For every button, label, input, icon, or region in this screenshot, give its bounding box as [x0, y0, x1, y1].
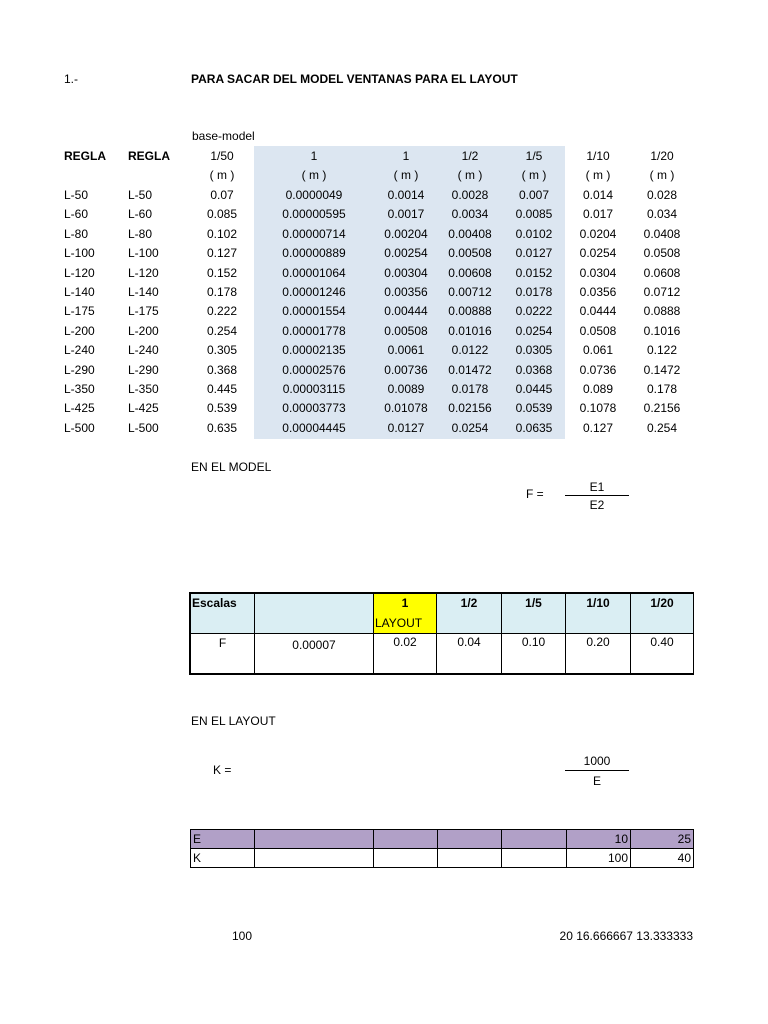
ruler-value-cell: 0.00000714 — [282, 226, 346, 241]
ruler-value-cell: 0.368 — [206, 362, 238, 377]
k-row-cell — [373, 848, 438, 868]
ruler-value-cell: 0.254 — [646, 420, 678, 435]
escalas-f-value-cell — [630, 633, 694, 674]
scale-header: 1/20 — [650, 149, 674, 163]
ruler-value-cell: 0.0028 — [451, 188, 489, 202]
ruler-value-cell: 0.00444 — [384, 304, 428, 319]
ruler-value-cell: 0.0736 — [579, 362, 617, 377]
ruler-value-cell: 0.00712 — [448, 285, 492, 299]
ruler-value-cell: 0.305 — [206, 343, 238, 358]
ruler-value-cell: 0.01016 — [448, 323, 492, 338]
scale-header: 1/10 — [586, 149, 610, 163]
ruler-value-cell: 0.089 — [582, 382, 614, 396]
model-section-label: EN EL MODEL — [191, 460, 272, 474]
ruler-value-cell: 0.0222 — [515, 304, 553, 319]
ruler-label-cell: L-50 — [64, 188, 89, 202]
escalas-f-value: 0.20 — [586, 635, 610, 649]
ruler-value-cell: 0.0000049 — [285, 188, 343, 202]
formula-k-divider — [565, 770, 629, 771]
ruler-value-cell: 0.007 — [518, 188, 550, 202]
escalas-f-value-cell — [565, 633, 631, 674]
ruler-value-cell: 0.0368 — [515, 362, 553, 377]
unit-header: ( m ) — [521, 168, 547, 182]
layout-section-label: EN EL LAYOUT — [191, 714, 276, 728]
ruler-value-cell: 0.0356 — [579, 285, 617, 299]
ruler-value-cell: 0.07 — [210, 188, 234, 202]
k-row-cell — [501, 848, 567, 868]
ruler-value-cell: 0.02156 — [448, 401, 492, 416]
ruler-value-cell: 0.00888 — [448, 304, 492, 319]
ruler-value-cell: 0.0085 — [515, 207, 553, 222]
ruler-value-cell: 0.00736 — [384, 362, 428, 377]
escalas-header-cell — [190, 593, 255, 634]
ruler-value-cell: 0.0014 — [387, 188, 425, 202]
ruler-label-cell: L-80 — [64, 226, 89, 241]
k-row-cell: 40 — [630, 848, 694, 868]
ruler-value-cell: 0.0254 — [579, 246, 617, 261]
unit-header: ( m ) — [649, 168, 675, 182]
ruler-value-cell: 0.222 — [206, 304, 238, 319]
base-model-label: base-model — [192, 129, 255, 143]
ruler-value-cell: 0.00608 — [448, 265, 492, 280]
ruler-value-cell: 0.0445 — [515, 382, 553, 396]
ruler-value-cell: 0.0178 — [515, 285, 553, 299]
e-row-cell — [437, 829, 502, 849]
ruler-value-cell: 0.0888 — [643, 304, 681, 319]
escalas-scale-header — [630, 593, 694, 634]
escalas-f-label-cell — [190, 633, 255, 674]
ruler-value-cell: 0.0089 — [387, 382, 425, 396]
ruler-label-cell: L-240 — [128, 343, 159, 358]
escalas-f-value: 0.00007 — [292, 638, 336, 652]
escalas-f-value: 0.02 — [393, 635, 417, 649]
ruler-label-cell: L-100 — [64, 246, 95, 261]
ruler-label-cell: L-425 — [128, 401, 159, 416]
footer-left-value: 100 — [232, 929, 253, 943]
ruler-value-cell: 0.0061 — [387, 343, 425, 358]
ruler-label-cell: L-80 — [128, 226, 153, 241]
k-row-cell — [254, 848, 374, 868]
ruler-value-cell: 0.102 — [206, 226, 238, 241]
ruler-label-cell: L-60 — [128, 207, 153, 222]
ruler-label-cell: L-500 — [128, 420, 159, 435]
ruler-label-cell: L-140 — [128, 285, 159, 299]
ruler-label-cell: L-290 — [64, 362, 95, 377]
ruler-value-cell: 0.061 — [582, 343, 614, 358]
escalas-f-value: 0.04 — [457, 635, 481, 649]
ruler-value-cell: 0.0127 — [387, 420, 425, 435]
scale-header: 1/2 — [461, 149, 479, 163]
ruler-value-cell: 0.00003115 — [282, 382, 346, 396]
ruler-value-cell: 0.0254 — [515, 323, 553, 338]
ruler-value-cell: 0.127 — [582, 420, 614, 435]
ruler-value-cell: 0.0508 — [643, 246, 681, 261]
ruler-value-cell: 0.0017 — [387, 207, 425, 222]
ruler-value-cell: 0.00304 — [384, 265, 428, 280]
ruler-value-cell: 0.0127 — [515, 246, 553, 261]
ruler-value-cell: 0.127 — [206, 246, 238, 261]
ruler-label-cell: L-100 — [128, 246, 159, 261]
ruler-value-cell: 0.01472 — [448, 362, 492, 377]
ruler-label-cell: L-350 — [128, 382, 159, 396]
ruler-value-cell: 0.539 — [206, 401, 238, 416]
ruler-value-cell: 0.00508 — [448, 246, 492, 261]
ruler-label-cell: L-120 — [128, 265, 159, 280]
regla-header: REGLA — [128, 149, 170, 163]
ruler-label-cell: L-200 — [128, 323, 159, 338]
escalas-scale-label: 1/2 — [460, 596, 478, 610]
e-row-cell: 25 — [630, 829, 694, 849]
ruler-value-cell: 0.00001064 — [282, 265, 346, 280]
ruler-value-cell: 0.00002135 — [282, 343, 346, 358]
ruler-value-cell: 0.0508 — [579, 323, 617, 338]
ruler-value-cell: 0.122 — [646, 343, 678, 358]
ruler-value-cell: 0.0608 — [643, 265, 681, 280]
scale-header: 1/50 — [210, 149, 234, 163]
ruler-value-cell: 0.00000595 — [282, 207, 346, 222]
ruler-value-cell: 0.1472 — [643, 362, 681, 377]
escalas-f-value-cell — [373, 633, 437, 674]
ruler-label-cell: L-350 — [64, 382, 95, 396]
escalas-header-label: Escalas — [192, 596, 237, 610]
ruler-label-cell: L-50 — [128, 188, 153, 202]
ruler-value-cell: 0.00003773 — [282, 401, 346, 416]
section-number: 1.- — [64, 72, 79, 86]
scale-header: 1 — [402, 149, 410, 163]
ruler-value-cell: 0.00254 — [384, 246, 428, 261]
ruler-label-cell: L-425 — [64, 401, 95, 416]
escalas-scale-header — [565, 593, 631, 634]
formula-k-lhs: K = — [213, 763, 232, 777]
escalas-f-value-cell — [501, 633, 566, 674]
unit-header: ( m ) — [393, 168, 419, 182]
escalas-scale-label: 1/10 — [586, 596, 610, 610]
ruler-value-cell: 0.0204 — [579, 226, 617, 241]
ruler-value-cell: 0.085 — [206, 207, 238, 222]
e-row-cell — [501, 829, 567, 849]
layout-label: LAYOUT — [375, 616, 423, 630]
ruler-value-cell: 0.1016 — [643, 323, 681, 338]
ruler-label-cell: L-240 — [64, 343, 95, 358]
k-row-cell: 100 — [566, 848, 631, 868]
k-row-cell — [437, 848, 502, 868]
ruler-value-cell: 0.0305 — [515, 343, 553, 358]
ruler-value-cell: 0.0254 — [451, 420, 489, 435]
escalas-header-empty — [254, 593, 374, 634]
escalas-f-value-cell — [254, 633, 374, 674]
unit-header: ( m ) — [209, 168, 235, 182]
ruler-value-cell: 0.00001554 — [282, 304, 346, 319]
escalas-f-label: F — [218, 636, 227, 650]
formula-f-divider — [565, 495, 629, 496]
e-row-cell — [373, 829, 438, 849]
ruler-value-cell: 0.034 — [646, 207, 678, 222]
escalas-scale-label: 1/5 — [525, 596, 542, 610]
ruler-value-cell: 0.178 — [646, 382, 678, 396]
e-row-cell: 10 — [566, 829, 631, 849]
ruler-value-cell: 0.014 — [582, 188, 614, 202]
escalas-f-value-cell — [436, 633, 502, 674]
ruler-label-cell: L-500 — [64, 420, 95, 435]
ruler-value-cell: 0.0635 — [515, 420, 553, 435]
ruler-value-cell: 0.152 — [206, 265, 238, 280]
ruler-label-cell: L-200 — [64, 323, 95, 338]
escalas-table — [190, 593, 693, 674]
ruler-label-cell: L-290 — [128, 362, 159, 377]
ruler-value-cell: 0.178 — [206, 285, 238, 299]
ruler-value-cell: 0.2156 — [643, 401, 681, 416]
ruler-label-cell: L-60 — [64, 207, 89, 222]
ruler-label-cell: L-120 — [64, 265, 95, 280]
formula-f-lhs: F = — [526, 487, 544, 501]
ruler-value-cell: 0.1078 — [579, 401, 617, 416]
ruler-value-cell: 0.00204 — [384, 226, 428, 241]
escalas-f-value: 0.40 — [650, 635, 674, 649]
ruler-label-cell: L-175 — [128, 304, 159, 319]
ruler-value-cell: 0.0178 — [451, 382, 489, 396]
escalas-scale-header — [501, 593, 566, 634]
unit-header: ( m ) — [585, 168, 611, 182]
e-row-cell: E — [190, 829, 255, 849]
formula-k-denominator: E — [592, 774, 601, 788]
ruler-value-cell: 0.0122 — [451, 343, 489, 358]
ruler-value-cell: 0.028 — [646, 188, 678, 202]
escalas-scale-label: 1/20 — [650, 596, 674, 610]
ruler-value-cell: 0.00001778 — [282, 323, 346, 338]
unit-header: ( m ) — [301, 168, 327, 182]
formula-k-numerator: 1000 — [583, 754, 611, 768]
ruler-value-cell: 0.00356 — [384, 285, 428, 299]
ruler-value-cell: 0.00408 — [448, 226, 492, 241]
ruler-label-cell: L-140 — [64, 285, 95, 299]
ruler-value-cell: 0.0034 — [451, 207, 489, 222]
ruler-value-cell: 0.0712 — [643, 285, 681, 299]
ruler-label-cell: L-175 — [64, 304, 95, 319]
ruler-value-cell: 0.0304 — [579, 265, 617, 280]
e-row-cell — [254, 829, 374, 849]
ruler-value-cell: 0.00508 — [384, 323, 428, 338]
ruler-value-cell: 0.00002576 — [282, 362, 346, 377]
ruler-value-cell: 0.01078 — [384, 401, 428, 416]
ruler-value-cell: 0.00000889 — [282, 246, 346, 261]
page-title: PARA SACAR DEL MODEL VENTANAS PARA EL LAYOUT — [191, 72, 518, 86]
footer-right-values: 20 16.666667 13.333333 — [559, 929, 693, 943]
escalas-f-value: 0.10 — [521, 635, 546, 649]
regla-header: REGLA — [64, 149, 106, 163]
ruler-value-cell: 0.0539 — [515, 401, 553, 416]
ruler-value-cell: 0.00004445 — [282, 420, 346, 435]
k-row-cell: K — [190, 848, 255, 868]
scale-header: 1/5 — [525, 149, 543, 163]
ruler-value-cell: 0.0408 — [643, 226, 681, 241]
unit-header: ( m ) — [457, 168, 483, 182]
escalas-scale-header — [373, 593, 437, 634]
ruler-value-cell: 0.00001246 — [282, 285, 346, 299]
ruler-value-cell: 0.0152 — [515, 265, 553, 280]
ruler-value-cell: 0.0102 — [515, 226, 553, 241]
scale-header: 1 — [310, 149, 318, 163]
ruler-value-cell: 0.0444 — [579, 304, 617, 319]
ruler-value-cell: 0.635 — [206, 420, 238, 435]
ruler-value-cell: 0.445 — [206, 382, 238, 396]
escalas-scale-header — [436, 593, 502, 634]
ruler-value-cell: 0.017 — [582, 207, 614, 222]
formula-f-denominator: E2 — [589, 498, 605, 512]
escalas-scale-label: 1 — [401, 596, 409, 610]
formula-f-numerator: E1 — [589, 480, 605, 494]
ruler-value-cell: 0.254 — [206, 323, 238, 338]
